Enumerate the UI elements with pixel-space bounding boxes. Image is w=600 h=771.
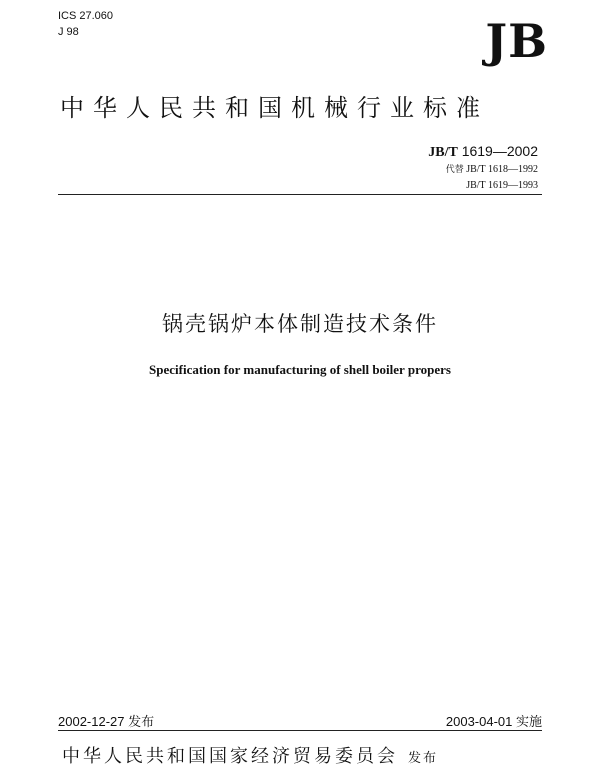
standard-number [338,142,538,162]
replaced-standard-2: JB/T 1619—1993 [466,180,538,191]
jb-logo: JB [485,14,548,68]
publisher [62,742,542,768]
standard-number-prefix: JB/T [428,145,458,160]
publisher-action: 发布 [408,751,439,766]
replaces-line-1 [338,162,538,178]
ics-code: ICS 27.060 [58,10,114,22]
replaces-line-2 [338,178,538,193]
organization-title: 中华人民共和国机械行业标准 [60,94,489,122]
replaced-standard-1: JB/T 1618—1992 [466,164,538,175]
standard-number-value: 1619—2002 [461,143,538,159]
bottom-divider [58,730,542,731]
publisher-name: 中华人民共和国国家经济贸易委员会 [62,746,398,767]
publish-date: 2002-12-27 发布 [58,714,155,729]
replaces-label: 代替 [445,165,464,175]
top-divider [58,194,542,195]
classification-code: J 98 [58,26,79,38]
document-title-chinese: 锅壳锅炉本体制造技术条件 [162,312,438,336]
effective-date: 2003-04-01 实施 [445,714,542,729]
document-title-english: Specification for manufacturing of shell boiler propers [149,362,451,377]
standard-number-block [338,142,538,193]
